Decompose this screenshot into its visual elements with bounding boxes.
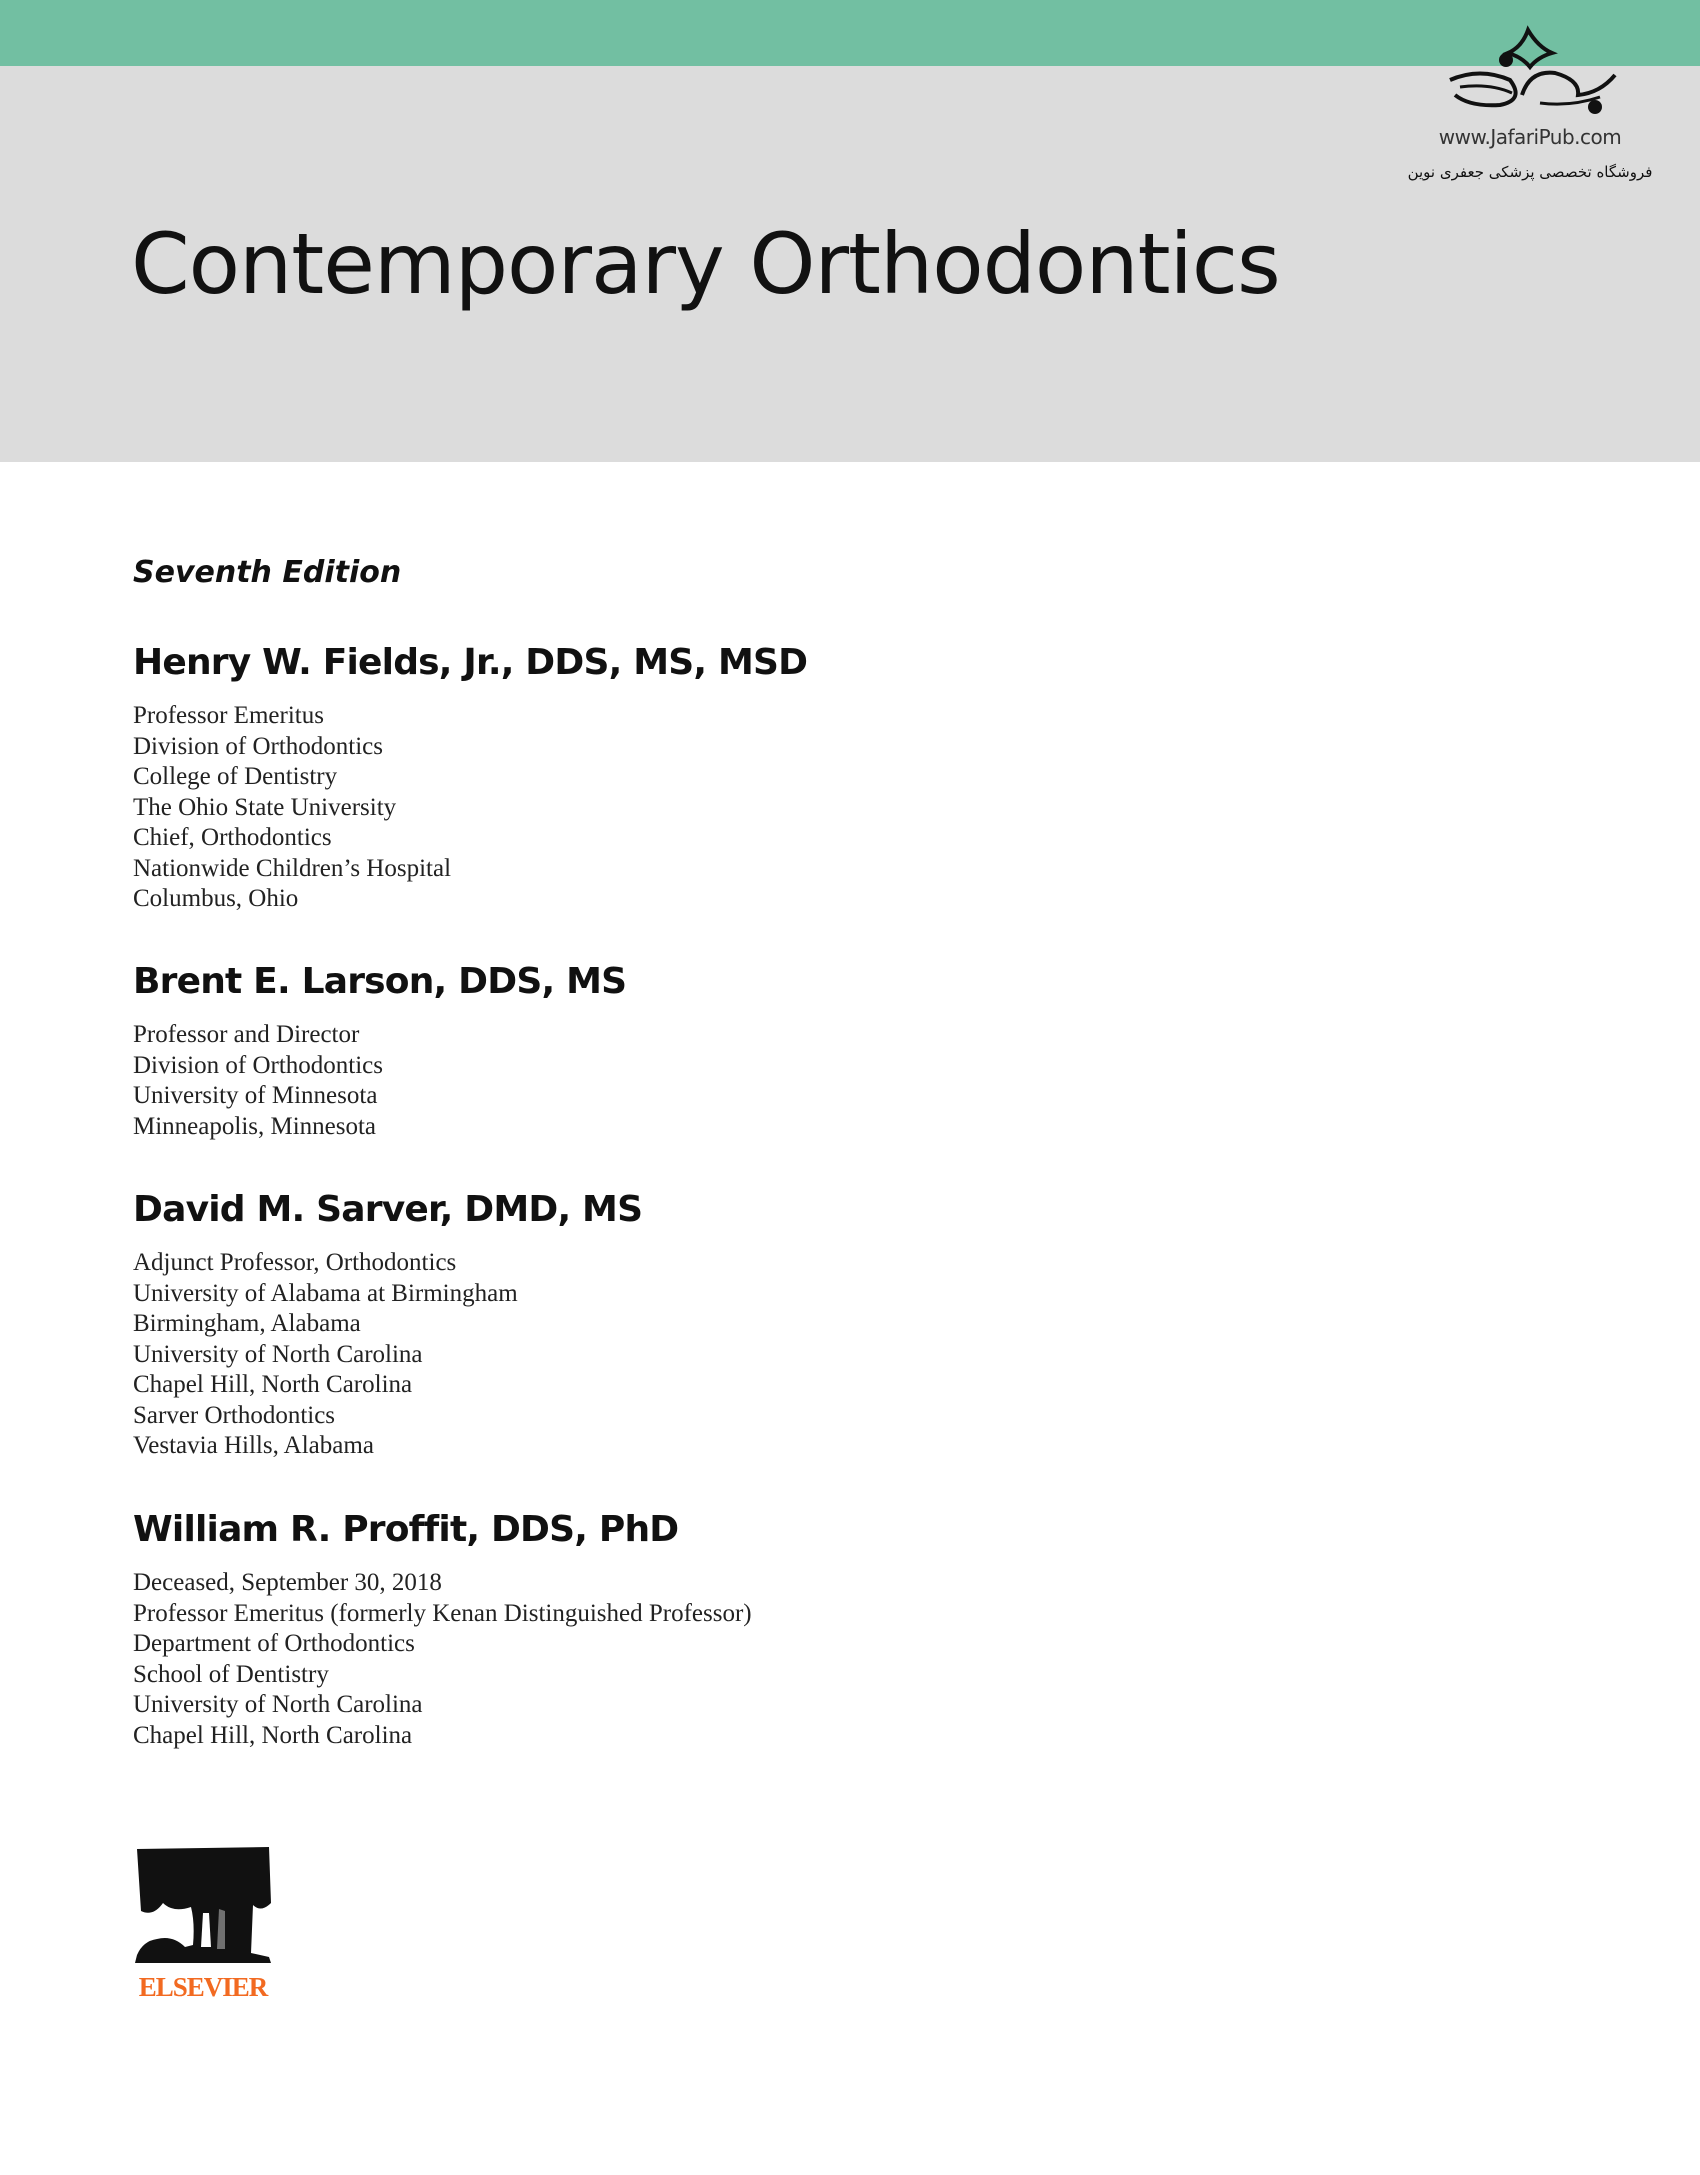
elsevier-wordmark: ELSEVIER	[138, 1972, 268, 2002]
affiliation-line: Vestavia Hills, Alabama	[133, 1432, 374, 1459]
author-block	[133, 641, 807, 915]
publisher-tagline: فروشگاه تخصصی پزشکی جعفری نوین	[1407, 163, 1653, 181]
affiliation-line: Professor and Director	[133, 1021, 360, 1048]
calligraphy-logo-icon	[1430, 25, 1630, 120]
affiliation-line: Professor Emeritus	[133, 702, 324, 729]
affiliation-line: Columbus, Ohio	[133, 885, 299, 912]
affiliation-line: University of Minnesota	[133, 1082, 378, 1109]
affiliation-line: Deceased, September 30, 2018	[133, 1569, 442, 1596]
affiliation-line: University of North Carolina	[133, 1340, 423, 1368]
affiliation-line: School of Dentistry	[133, 1660, 329, 1688]
affiliation-line: Chapel Hill, North Carolina	[133, 1371, 413, 1398]
publisher-watermark-logo	[1400, 25, 1660, 181]
author-name: David M. Sarver, DMD, MS	[133, 1189, 643, 1230]
affiliation-line: Chapel Hill, North Carolina	[133, 1721, 413, 1749]
author-block	[133, 1188, 642, 1462]
affiliation-line: Division of Orthodontics	[133, 1051, 383, 1079]
affiliation-line: Birmingham, Alabama	[133, 1310, 361, 1337]
edition-label: Seventh Edition	[133, 555, 402, 590]
affiliation-line: Chief, Orthodontics	[133, 824, 332, 851]
affiliation-line: Nationwide Children’s Hospital	[133, 854, 452, 882]
author-block	[133, 1508, 752, 1751]
book-title: Contemporary Orthodontics	[131, 215, 1280, 313]
author-name: Henry W. Fields, Jr., DDS, MS, MSD	[133, 642, 808, 683]
publisher-url: www.JafariPub.com	[1438, 125, 1622, 149]
affiliation-line: Sarver Orthodontics	[133, 1401, 336, 1429]
affiliation-line: Professor Emeritus (formerly Kenan Distinguished Professor)	[133, 1599, 752, 1627]
author-name: Brent E. Larson, DDS, MS	[133, 961, 627, 1002]
affiliation-line: Minneapolis, Minnesota	[133, 1112, 377, 1140]
affiliation-line: Adjunct Professor, Orthodontics	[133, 1249, 457, 1276]
affiliation-line: Division of Orthodontics	[133, 732, 383, 760]
affiliation-line: University of Alabama at Birmingham	[133, 1279, 518, 1307]
author-name: William R. Proffit, DDS, PhD	[133, 1509, 679, 1550]
affiliation-line: College of Dentistry	[133, 763, 338, 790]
affiliation-line: University of North Carolina	[133, 1691, 423, 1718]
elsevier-logo	[133, 1843, 273, 2003]
affiliation-line: The Ohio State University	[133, 793, 397, 821]
affiliation-line: Department of Orthodontics	[133, 1630, 415, 1657]
author-block	[133, 960, 626, 1142]
tree-logo-icon	[133, 1843, 273, 1965]
